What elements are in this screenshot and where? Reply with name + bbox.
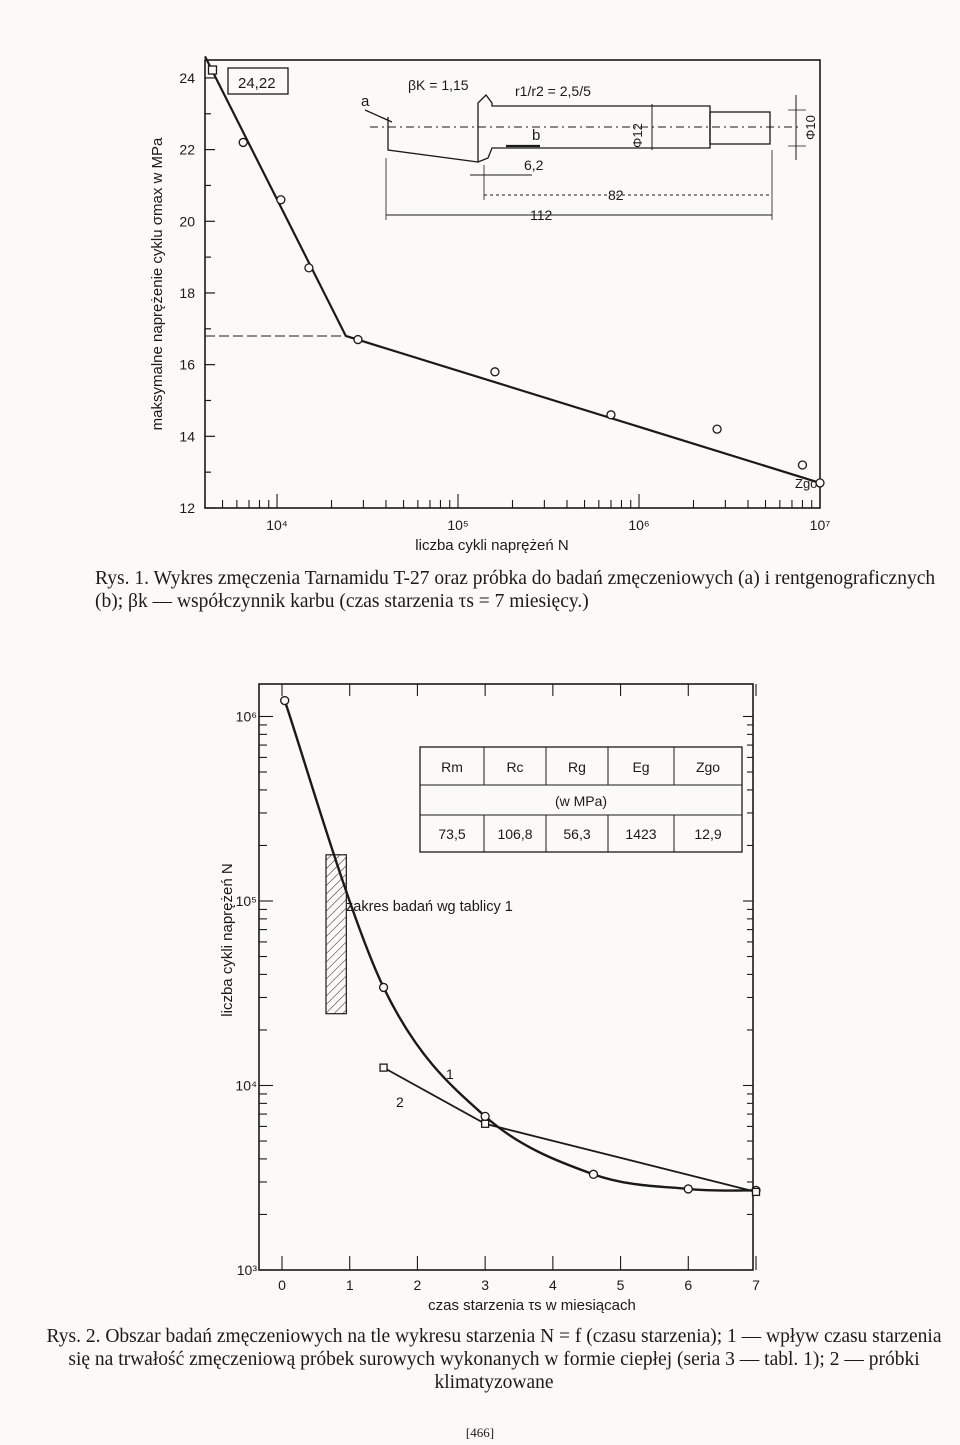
fig1-y-tick-label: 24: [179, 69, 195, 86]
fig1-y-axis: [179, 70, 215, 516]
table-unit: (w MPa): [554, 793, 608, 809]
table-value-cell: 106,8: [497, 826, 533, 842]
fig2-x-tick-label: 4: [548, 1277, 557, 1293]
dim-6-2: 6,2: [524, 157, 544, 173]
fatigue-fit-line: [205, 56, 820, 482]
series-1-point: [481, 1112, 489, 1120]
properties-table: [420, 747, 742, 852]
fig1-x-tick-label: 10⁵: [447, 517, 469, 533]
fig2-x-tick-label: 0: [278, 1277, 286, 1293]
series-2-point: [380, 1064, 387, 1071]
fig2-x-tick-label: 5: [616, 1277, 625, 1293]
data-point: [354, 336, 362, 344]
fig2-xlabel: czas starzenia τs w miesiącach: [428, 1297, 636, 1314]
fig1-y-tick-label: 12: [179, 500, 195, 516]
fig1-y-tick-label: 16: [179, 356, 195, 373]
specimen-label-b: b: [532, 127, 541, 144]
fig1-x-tick-label: 10⁴: [266, 517, 288, 533]
data-point: [277, 196, 285, 204]
fig2-y-tick-label: 10³: [236, 1262, 257, 1278]
beta-k-label: βK = 1,15: [408, 77, 469, 93]
fig1-frame: [205, 60, 820, 508]
fig2-x-tick-label: 6: [684, 1277, 693, 1293]
data-point: [713, 425, 721, 433]
fig2-y-tick-label: 10⁴: [235, 1077, 257, 1094]
fig2-x-tick-label: 7: [752, 1277, 760, 1293]
figure1-caption-lead: Rys. 1.: [95, 568, 149, 589]
fig1-x-tick-label: 10⁶: [628, 517, 650, 533]
fig1-xlabel: liczba cykli naprężeń N: [415, 537, 569, 554]
fig1-y-tick-label: 14: [179, 428, 195, 445]
data-point: [798, 461, 806, 469]
series-2-point: [753, 1188, 760, 1195]
radius-ratio-label: r1/r2 = 2,5/5: [515, 83, 591, 99]
data-point: [239, 138, 247, 146]
dim-112: 112: [530, 207, 553, 223]
table-value-cell: 56,3: [563, 826, 591, 842]
figure1-caption-text: Wykres zmęczenia Tarnamidu T-27 oraz próbka do badań zmęczeniowych (a) i rentgenograficznych (b); βk — współczynnik karbu (czas starzenia τs = 7 miesięcy.): [95, 568, 936, 612]
table-value-cell: 73,5: [438, 826, 466, 842]
table-header-cell: Eg: [632, 759, 650, 775]
data-point-square: [208, 66, 216, 74]
page-number: [466]: [465, 1425, 495, 1440]
fig1-y-tick-label: 22: [179, 141, 195, 158]
dim-phi12: Φ12: [630, 123, 645, 148]
table-value-cell: 1423: [625, 826, 657, 842]
specimen-drawing: [365, 95, 806, 220]
table-value-cell: 12,9: [694, 826, 722, 842]
figure2-caption-text: Obszar badań zmęczeniowych na tle wykresu starzenia N = f (czasu starzenia); 1 — wpływ czasu starzenia się na trwałość zmęczeniową próbek surowych wykonanych w formie ciepłej (seria 3 — tabl. 1); 2 — próbki klimatyzowane: [68, 1326, 942, 1393]
specimen-label-a: a: [361, 93, 370, 110]
table-header-cell: Rg: [568, 759, 586, 775]
figure1-caption: [95, 567, 955, 613]
data-point: [305, 264, 313, 272]
data-point: [607, 411, 615, 419]
test-range-box: [326, 855, 346, 1014]
value-box-label: 24,22: [238, 75, 276, 92]
series-1-point: [380, 983, 388, 991]
curve-label-1: 1: [446, 1066, 454, 1082]
series-1-point: [281, 697, 289, 705]
aging-chart: [0, 660, 960, 1320]
series-2-point: [482, 1120, 489, 1127]
series-2-line: [384, 1068, 756, 1192]
table-header-cell: Rc: [506, 759, 524, 775]
fig1-y-tick-label: 18: [179, 284, 195, 301]
fig1-ylabel: maksymalne naprężenie cyklu σmax w MPa: [149, 137, 166, 431]
dim-82: 82: [608, 187, 624, 203]
table-header-cell: Zgo: [695, 759, 721, 775]
fig2-x-tick-label: 2: [413, 1277, 422, 1293]
table-header-cell: Rm: [441, 759, 463, 775]
series-1-point: [684, 1185, 692, 1193]
figure2-caption-lead: Rys. 2.: [46, 1326, 101, 1347]
fatigue-chart: [0, 0, 960, 560]
test-range-label: zakres badań wg tablicy 1: [346, 899, 513, 915]
fig2-x-tick-label: 1: [345, 1277, 354, 1293]
fig2-x-tick-label: 3: [481, 1277, 490, 1293]
series-1-point: [589, 1170, 597, 1178]
fig1-y-tick-label: 20: [179, 213, 195, 230]
fig2-ylabel: liczba cykli naprężeń N: [219, 863, 236, 1017]
fig2-y-tick-label: 10⁶: [235, 708, 257, 725]
fig1-x-tick-label: 10⁷: [809, 517, 831, 533]
figure2-caption: [34, 1325, 954, 1394]
curve-label-2: 2: [396, 1094, 404, 1110]
fig2-y-tick-label: 10⁵: [235, 892, 257, 909]
fig1-x-axis: [205, 494, 830, 533]
zgo-label: Zgo: [795, 476, 818, 491]
data-point: [491, 368, 499, 376]
fig1-data-marks: [205, 56, 824, 486]
dim-phi10: Φ10: [803, 115, 818, 140]
